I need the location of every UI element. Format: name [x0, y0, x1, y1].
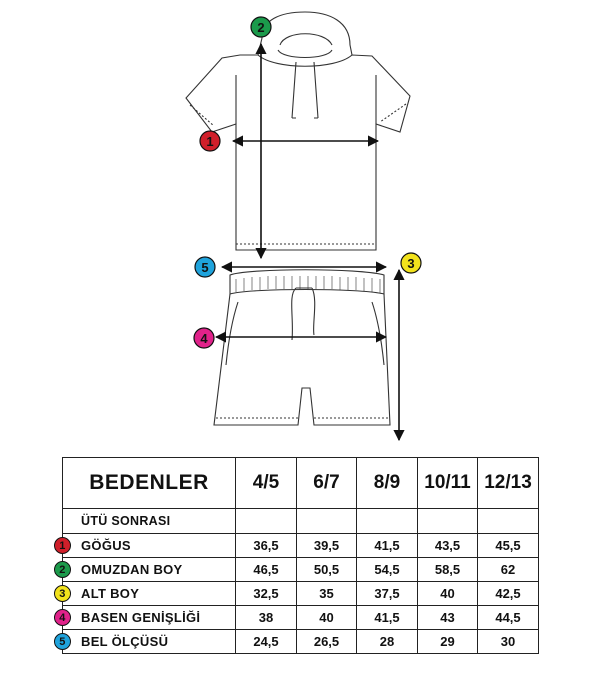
- measurement-label: GÖĞUS: [81, 538, 131, 553]
- table-cell: 26,5: [297, 630, 357, 654]
- svg-text:1: 1: [206, 134, 214, 149]
- table-cell: 43: [418, 606, 478, 630]
- table-cell: 28: [357, 630, 418, 654]
- measurement-label: ALT BOY: [81, 586, 140, 601]
- table-cell: 40: [297, 606, 357, 630]
- svg-text:4: 4: [200, 331, 208, 346]
- table-cell: 36,5: [236, 534, 297, 558]
- table-cell: 46,5: [236, 558, 297, 582]
- hoodie-illustration: [186, 12, 410, 250]
- table-row: [63, 534, 539, 558]
- table-cell: 24,5: [236, 630, 297, 654]
- measurement-label: OMUZDAN BOY: [81, 562, 183, 577]
- table-cell: 40: [418, 582, 478, 606]
- size-header: 8/9: [357, 458, 418, 509]
- table-cell: 42,5: [478, 582, 539, 606]
- svg-text:3: 3: [407, 256, 415, 271]
- table-cell: 44,5: [478, 606, 539, 630]
- svg-text:5: 5: [201, 260, 209, 275]
- table-cell: 41,5: [357, 606, 418, 630]
- marker-1-icon: [200, 131, 220, 151]
- table-cell: 39,5: [297, 534, 357, 558]
- measurement-label: BEL ÖLÇÜSÜ: [81, 634, 169, 649]
- table-row: [63, 558, 539, 582]
- marker-3-icon: 3: [54, 585, 71, 602]
- table-subtitle-row: [63, 509, 539, 534]
- table-cell: 62: [478, 558, 539, 582]
- table-row: [63, 606, 539, 630]
- table-cell: 58,5: [418, 558, 478, 582]
- size-header: 10/11: [418, 458, 478, 509]
- size-chart-table: [59, 457, 539, 654]
- marker-5-icon: 5: [54, 633, 71, 650]
- size-header: 6/7: [297, 458, 357, 509]
- table-title: BEDENLER: [63, 458, 236, 509]
- marker-2-icon: 2: [54, 561, 71, 578]
- table-cell: 38: [236, 606, 297, 630]
- table-subtitle: ÜTÜ SONRASI: [81, 514, 171, 528]
- table-cell: 43,5: [418, 534, 478, 558]
- marker-3-icon: [401, 253, 421, 273]
- svg-text:2: 2: [257, 20, 265, 35]
- table-cell: 54,5: [357, 558, 418, 582]
- table-cell: 45,5: [478, 534, 539, 558]
- measurement-label: BASEN GENİŞLİĞİ: [81, 610, 201, 625]
- marker-1-icon: 1: [54, 537, 71, 554]
- table-cell: 35: [297, 582, 357, 606]
- table-cell: 30: [478, 630, 539, 654]
- table-row: [63, 630, 539, 654]
- table-cell: 50,5: [297, 558, 357, 582]
- table-header-row: [63, 458, 539, 509]
- table-cell: 29: [418, 630, 478, 654]
- marker-5-icon: [195, 257, 215, 277]
- size-header: 4/5: [236, 458, 297, 509]
- table-cell: 41,5: [357, 534, 418, 558]
- marker-4-icon: 4: [54, 609, 71, 626]
- size-header: 12/13: [478, 458, 539, 509]
- marker-2-icon: [251, 17, 271, 37]
- table-row: [63, 582, 539, 606]
- measurement-arrows: [216, 44, 399, 440]
- shorts-illustration: [214, 270, 390, 425]
- table-cell: 32,5: [236, 582, 297, 606]
- table-subtitle-cell: [63, 509, 236, 534]
- marker-4-icon: [194, 328, 214, 348]
- table-cell: 37,5: [357, 582, 418, 606]
